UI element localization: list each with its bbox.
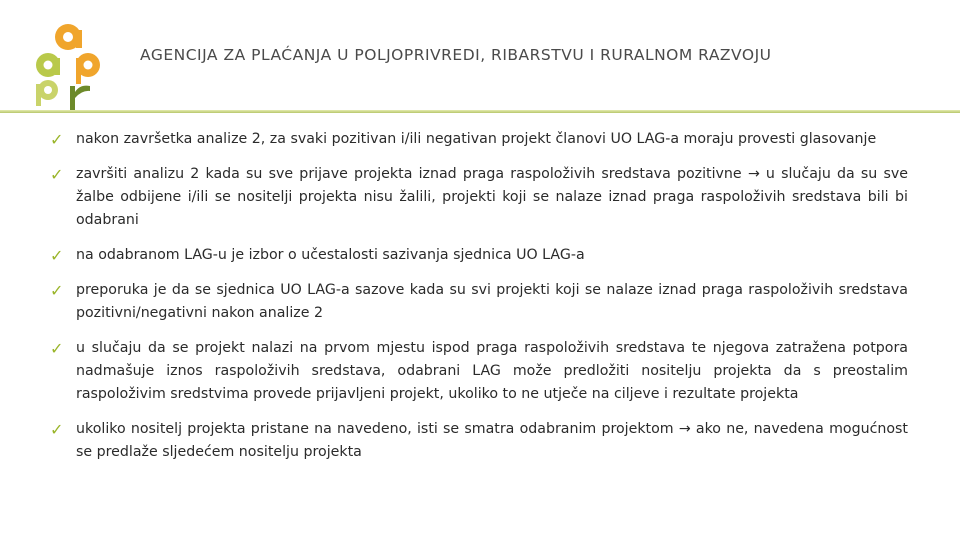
checkmark-icon: ✓ [50, 339, 64, 358]
list-item [50, 337, 908, 406]
agency-title: AGENCIJA ZA PLAĆANJA U POLJOPRIVREDI, RIBARSTVU I RURALNOM RAZVOJU [140, 46, 772, 64]
list-item [50, 244, 908, 267]
bullet-text: ukoliko nositelj projekta pristane na navedeno, isti se smatra odabranim projektom → ako ne, navedena mogućnost se predlaže sljedećem nositelju projekta [76, 421, 908, 460]
list-item [50, 163, 908, 232]
checkmark-icon: ✓ [50, 246, 64, 265]
list-item [50, 279, 908, 325]
list-item [50, 128, 908, 151]
bullet-text: završiti analizu 2 kada su sve prijave projekta iznad praga raspoloživih sredstava pozitivne → u slučaju da su sve žalbe odbijene i/ili se nositelji projekta nisu žalili, projekti koji se nalaze iznad praga raspoloživih sredstava bili bi odabrani [76, 166, 908, 228]
checkmark-icon: ✓ [50, 420, 64, 439]
bullet-list [50, 128, 908, 476]
checkmark-icon: ✓ [50, 165, 64, 184]
page-header [0, 0, 960, 120]
bullet-text: u slučaju da se projekt nalazi na prvom mjestu ispod praga raspoloživih sredstava te njegova zatražena potpora nadmašuje iznos raspoloživih sredstava, odabrani LAG može predložiti nositelju projekta da s preostalim raspoloživim sredstvima provede prijavljeni projekt, ukoliko to ne utječe na ciljeve i rezultate projekta [76, 340, 908, 402]
list-item [50, 418, 908, 464]
apprrr-logo [26, 20, 110, 112]
bullet-text: na odabranom LAG-u je izbor o učestalosti sazivanja sjednica UO LAG-a [76, 247, 585, 263]
checkmark-icon: ✓ [50, 281, 64, 300]
checkmark-icon: ✓ [50, 130, 64, 149]
bullet-text: preporuka je da se sjednica UO LAG-a sazove kada su svi projekti koji se nalaze iznad praga raspoloživih sredstava pozitivni/negativni nakon analize 2 [76, 282, 908, 321]
header-divider [0, 110, 960, 113]
bullet-text: nakon završetka analize 2, za svaki pozitivan i/ili negativan projekt članovi UO LAG-a moraju provesti glasovanje [76, 131, 877, 147]
